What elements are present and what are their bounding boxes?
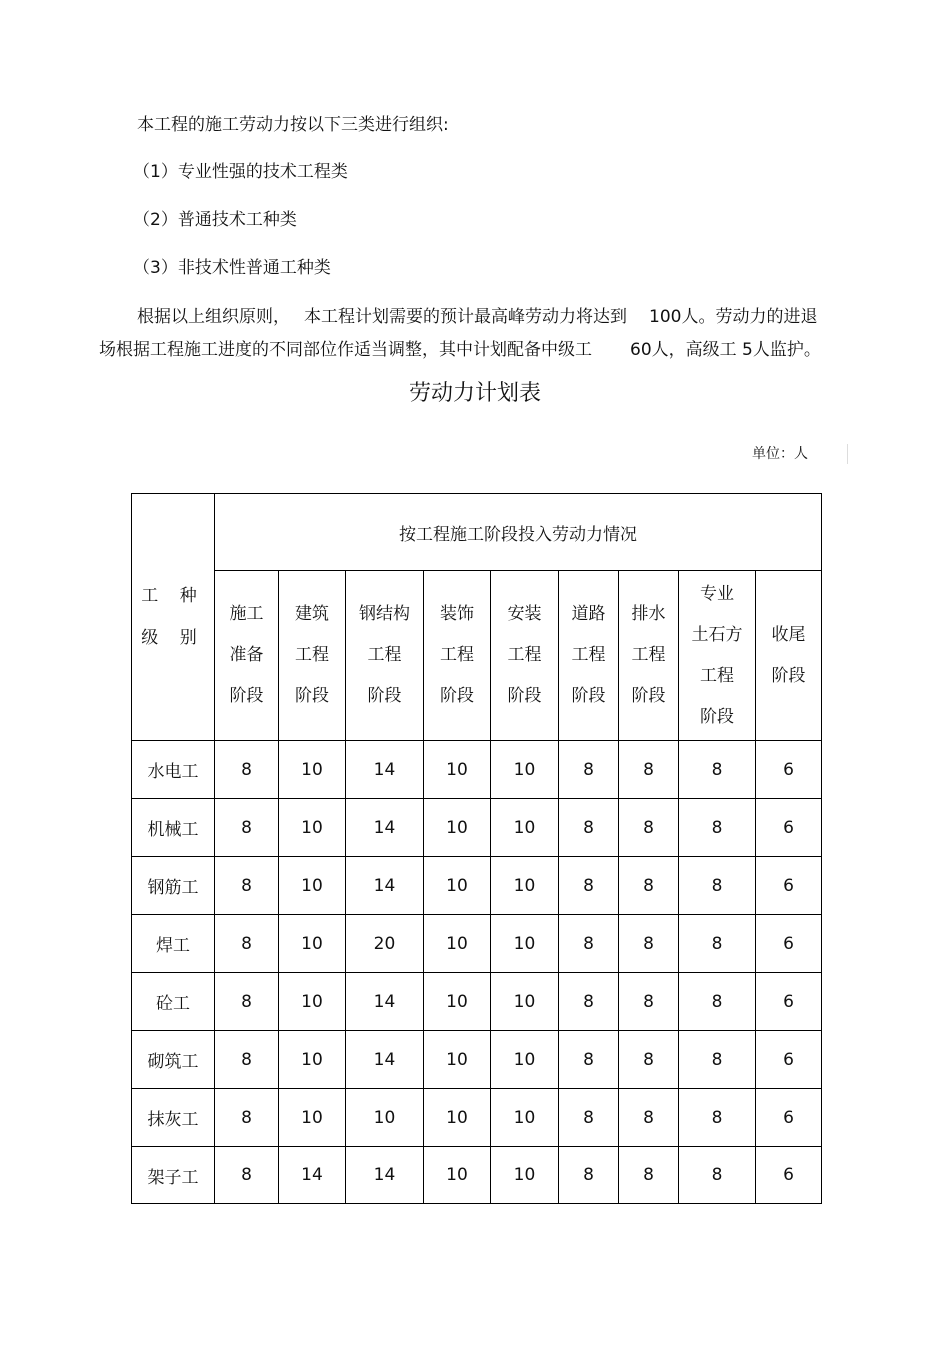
value-cell: 8 xyxy=(559,1147,619,1204)
value-cell: 10 xyxy=(424,741,491,799)
trade-label: 水电工 xyxy=(132,741,215,799)
labor-plan-table xyxy=(131,493,822,1204)
value-cell: 14 xyxy=(346,1031,424,1089)
stage-header: 安装 工程 阶段 xyxy=(491,571,559,741)
value-cell: 10 xyxy=(279,1089,346,1147)
value-cell: 10 xyxy=(279,799,346,857)
table-row xyxy=(132,1089,822,1147)
value-cell: 8 xyxy=(679,799,756,857)
paragraph-line-2 xyxy=(99,339,821,361)
stage-header: 钢结构 工程 阶段 xyxy=(346,571,424,741)
value-cell: 10 xyxy=(424,1031,491,1089)
value-cell: 8 xyxy=(559,1089,619,1147)
value-cell: 8 xyxy=(679,973,756,1031)
paragraph-part: 场根据工程施工进度的不同部位作适当调整，其中计划配备中级工 xyxy=(99,340,592,360)
value-cell: 6 xyxy=(756,741,822,799)
value-cell: 8 xyxy=(619,1147,679,1204)
table-row xyxy=(132,973,822,1031)
table-row xyxy=(132,915,822,973)
intro-lead: 本工程的施工劳动力按以下三类进行组织: xyxy=(137,115,449,135)
value-cell: 10 xyxy=(279,857,346,915)
value-cell: 8 xyxy=(215,973,279,1031)
value-cell: 8 xyxy=(559,741,619,799)
value-cell: 10 xyxy=(491,799,559,857)
corner-header xyxy=(132,494,215,741)
value-cell: 8 xyxy=(215,857,279,915)
value-cell: 10 xyxy=(424,1147,491,1204)
value-cell: 6 xyxy=(756,973,822,1031)
trade-label: 砼工 xyxy=(132,973,215,1031)
value-cell: 14 xyxy=(279,1147,346,1204)
value-cell: 8 xyxy=(215,1031,279,1089)
trade-label: 钢筋工 xyxy=(132,857,215,915)
value-cell: 10 xyxy=(491,973,559,1031)
value-cell: 10 xyxy=(424,857,491,915)
value-cell: 8 xyxy=(619,915,679,973)
corner-line: 级 别 xyxy=(141,628,205,648)
intro-item-1: （1）专业性强的技术工程类 xyxy=(133,162,348,182)
corner-line: 工 种 xyxy=(141,586,205,606)
value-cell: 8 xyxy=(215,915,279,973)
value-cell: 10 xyxy=(491,1089,559,1147)
trade-label: 抹灰工 xyxy=(132,1089,215,1147)
value-cell: 6 xyxy=(756,799,822,857)
stage-header: 建筑 工程 阶段 xyxy=(279,571,346,741)
value-cell: 14 xyxy=(346,741,424,799)
table-row xyxy=(132,1031,822,1089)
value-cell: 10 xyxy=(279,973,346,1031)
value-cell: 8 xyxy=(619,799,679,857)
value-cell: 10 xyxy=(424,1089,491,1147)
stage-header: 排水 工程 阶段 xyxy=(619,571,679,741)
value-cell: 8 xyxy=(559,799,619,857)
stage-header: 施工 准备 阶段 xyxy=(215,571,279,741)
table-row xyxy=(132,857,822,915)
value-cell: 6 xyxy=(756,915,822,973)
value-cell: 8 xyxy=(619,1089,679,1147)
table-title: 劳动力计划表 xyxy=(408,381,541,406)
value-cell: 10 xyxy=(279,915,346,973)
value-cell: 6 xyxy=(756,1031,822,1089)
value-cell: 8 xyxy=(215,799,279,857)
value-cell: 10 xyxy=(491,741,559,799)
value-cell: 6 xyxy=(756,857,822,915)
value-cell: 10 xyxy=(346,1089,424,1147)
stage-header: 道路 工程 阶段 xyxy=(559,571,619,741)
value-cell: 10 xyxy=(491,1147,559,1204)
value-cell: 6 xyxy=(756,1089,822,1147)
trade-label: 砌筑工 xyxy=(132,1031,215,1089)
trade-label: 机械工 xyxy=(132,799,215,857)
table-row xyxy=(132,741,822,799)
table-row xyxy=(132,799,822,857)
value-cell: 8 xyxy=(679,915,756,973)
intro-item-2: （2）普通技术工种类 xyxy=(133,210,297,230)
value-cell: 10 xyxy=(491,915,559,973)
paragraph-part: 100人。劳动力的进退 xyxy=(649,307,818,327)
value-cell: 14 xyxy=(346,857,424,915)
value-cell: 8 xyxy=(619,857,679,915)
value-cell: 14 xyxy=(346,799,424,857)
value-cell: 10 xyxy=(491,857,559,915)
value-cell: 8 xyxy=(679,1031,756,1089)
value-cell: 10 xyxy=(424,915,491,973)
stage-header: 装饰 工程 阶段 xyxy=(424,571,491,741)
value-cell: 20 xyxy=(346,915,424,973)
paragraph-part: 60人，高级工 5人监护。 xyxy=(630,340,821,360)
value-cell: 10 xyxy=(279,741,346,799)
value-cell: 8 xyxy=(619,1031,679,1089)
unit-label: 单位：人 xyxy=(744,444,848,464)
value-cell: 10 xyxy=(491,1031,559,1089)
value-cell: 8 xyxy=(679,1147,756,1204)
value-cell: 8 xyxy=(679,1089,756,1147)
value-cell: 10 xyxy=(424,799,491,857)
value-cell: 8 xyxy=(559,857,619,915)
stage-header: 专业 土石方 工程 阶段 xyxy=(679,571,756,741)
value-cell: 14 xyxy=(346,973,424,1031)
trade-label: 架子工 xyxy=(132,1147,215,1204)
paragraph-part: 本工程计划需要的预计最高峰劳动力将达到 xyxy=(304,307,627,327)
trade-label: 焊工 xyxy=(132,915,215,973)
value-cell: 8 xyxy=(215,1147,279,1204)
value-cell: 8 xyxy=(559,915,619,973)
value-cell: 8 xyxy=(619,973,679,1031)
paragraph-part: 根据以上组织原则， xyxy=(137,307,290,327)
value-cell: 10 xyxy=(424,973,491,1031)
value-cell: 8 xyxy=(559,973,619,1031)
value-cell: 8 xyxy=(619,741,679,799)
table-row xyxy=(132,1147,822,1204)
value-cell: 8 xyxy=(559,1031,619,1089)
stage-header: 收尾 阶段 xyxy=(756,571,822,741)
group-header: 按工程施工阶段投入劳动力情况 xyxy=(215,494,822,571)
value-cell: 14 xyxy=(346,1147,424,1204)
value-cell: 6 xyxy=(756,1147,822,1204)
value-cell: 8 xyxy=(679,741,756,799)
value-cell: 10 xyxy=(279,1031,346,1089)
intro-item-3: （3）非技术性普通工种类 xyxy=(133,258,331,278)
value-cell: 8 xyxy=(679,857,756,915)
value-cell: 8 xyxy=(215,1089,279,1147)
paragraph-line-1 xyxy=(137,306,817,328)
value-cell: 8 xyxy=(215,741,279,799)
